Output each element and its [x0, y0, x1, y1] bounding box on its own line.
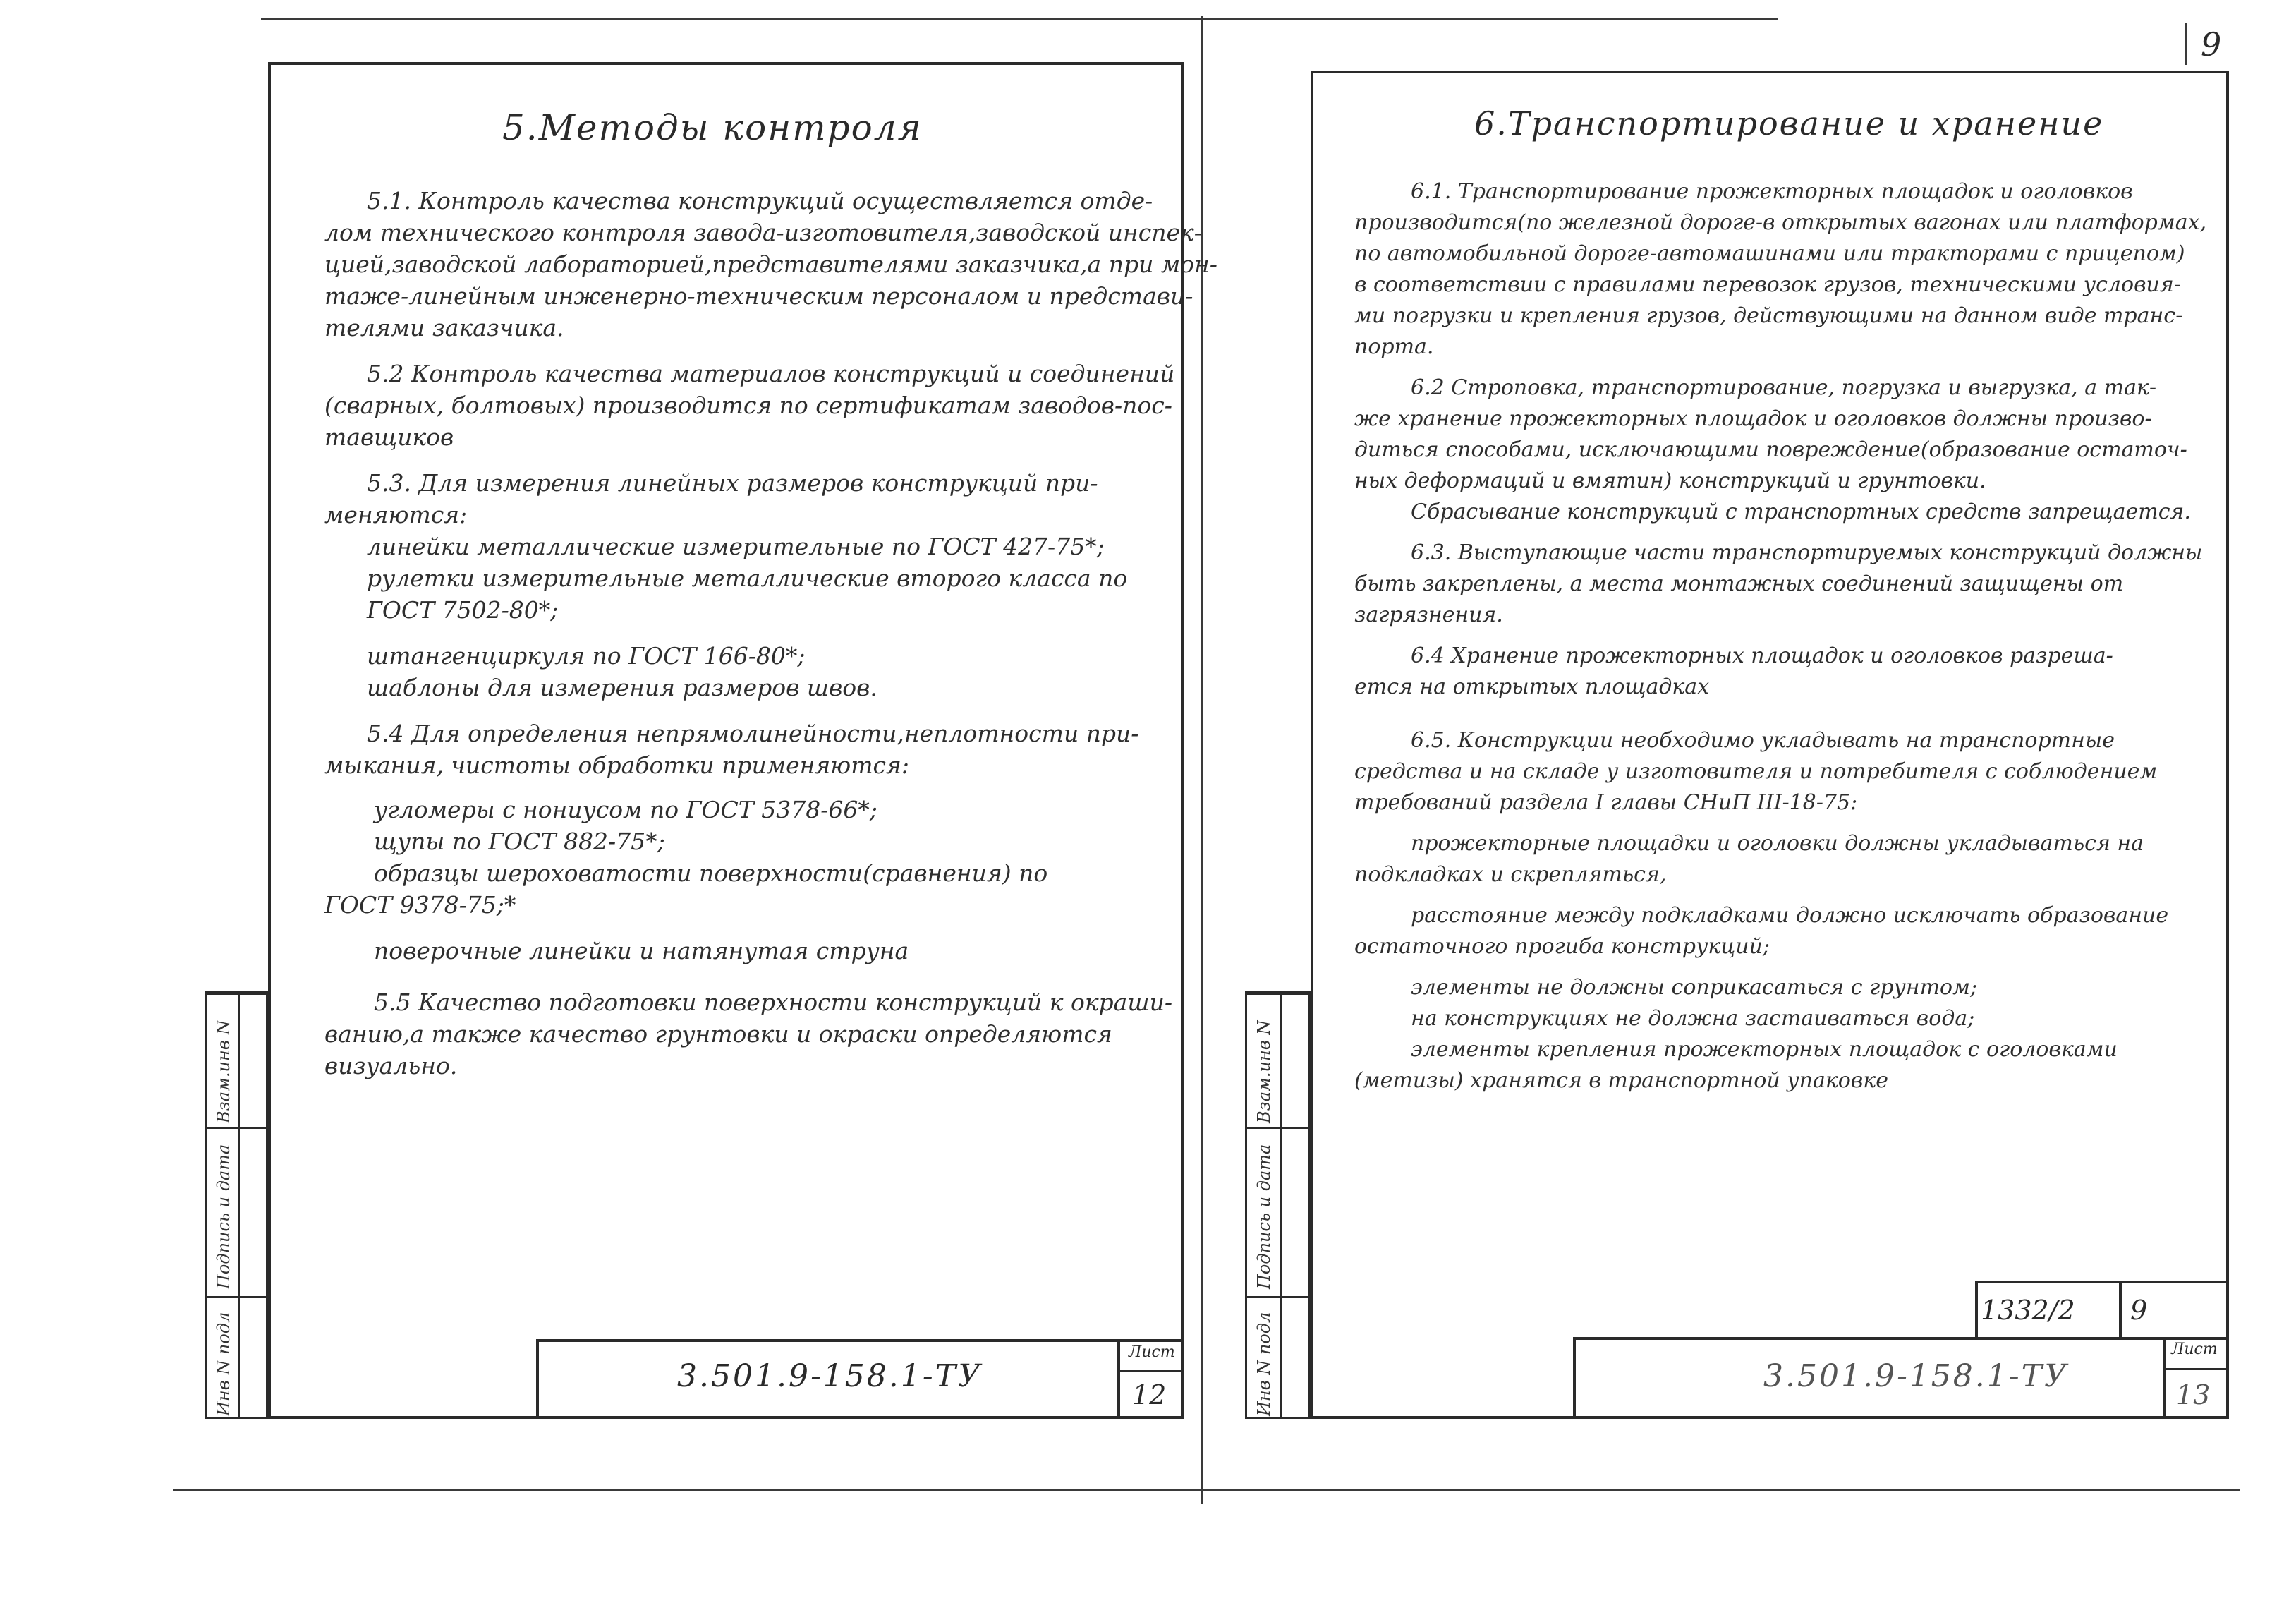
left-line-10: меняются: [324, 501, 468, 528]
right-line-9: диться способами, исключающими повреждение(образование остаточ- [1354, 437, 2187, 462]
left-line-2: лом технического контроля завода-изготовителя,заводской инспек- [324, 219, 1202, 246]
right-sheet-label: Лист [2171, 1341, 2218, 1358]
right-line-24: элементы не должны соприкасаться с грунтом; [1411, 975, 1978, 1000]
left-side-label-replace: Взам.инв N [214, 1020, 233, 1123]
right-line-12: 6.3. Выступающие части транспортируемых конструкций должны [1411, 540, 2203, 565]
right-line-16: ется на открытых площадках [1354, 675, 1710, 699]
right-side-label-sign: Подпись и дата [1254, 1144, 1274, 1289]
left-side-label-sign: Подпись и дата [214, 1144, 233, 1289]
left-line-25: визуально. [324, 1052, 458, 1079]
left-stamp-code: 3.501.9-158.1-ТУ [677, 1358, 983, 1394]
right-doc-number: 1332/2 [1981, 1295, 2075, 1326]
right-page-number: 13 [2176, 1379, 2211, 1410]
right-line-18: средства и на складе у изготовителя и потребителя с соблюдением [1354, 759, 2158, 784]
left-line-19: щупы по ГОСТ 882-75*; [374, 828, 665, 855]
left-line-13: ГОСТ 7502-80*; [367, 596, 559, 624]
right-line-13: быть закреплены, а места монтажных соединений защищены от [1354, 571, 2124, 596]
left-line-4: таже-линейным инженерно-техническим персоналом и представи- [324, 282, 1193, 310]
right-line-1: 6.1. Транспортирование прожекторных площадок и оголовков [1411, 179, 2133, 204]
left-line-11: линейки металлические измерительные по ГОСТ 427-75*; [367, 533, 1105, 560]
right-line-14: загрязнения. [1354, 603, 1503, 627]
right-line-27: (метизы) хранятся в транспортной упаковке [1354, 1068, 1888, 1093]
left-line-7: (сварных, болтовых) производится по сертификатам заводов-пос- [324, 392, 1172, 419]
right-line-26: элементы крепления прожекторных площадок с оголовками [1411, 1037, 2118, 1062]
left-side-label-inv: Инв N подл [214, 1312, 233, 1416]
left-line-1: 5.1. Контроль качества конструкций осуществляется отде- [367, 187, 1153, 214]
right-line-3: по автомобильной дороге-автомашинами или тракторами с прицепом) [1354, 241, 2185, 266]
left-line-23: 5.5 Качество подготовки поверхности конструкций к окраши- [374, 988, 1173, 1016]
right-doc-sheet: 9 [2130, 1295, 2148, 1326]
left-line-22: поверочные линейки и натянутая струна [374, 937, 909, 964]
right-line-17: 6.5. Конструкции необходимо укладывать на транспортные [1411, 728, 2115, 753]
right-line-4: в соответствии с правилами перевозок грузов, техническими условия- [1354, 272, 2181, 297]
left-page-body [324, 185, 1217, 1082]
right-line-10: ных деформаций и вмятин) конструкций и грунтовки. [1354, 468, 1986, 493]
left-side-strip [205, 991, 268, 1419]
right-line-25: на конструкциях не должна застаиваться вода; [1411, 1006, 1975, 1031]
left-line-6: 5.2 Контроль качества материалов конструкций и соединений [367, 360, 1175, 387]
left-sheet-label: Лист [1129, 1343, 1175, 1361]
right-side-label-replace: Взам.инв N [1254, 1020, 1274, 1123]
corner-number: 9 [2201, 25, 2222, 63]
corner-marker-line [2185, 23, 2187, 65]
left-line-5: телями заказчика. [324, 314, 564, 341]
left-line-15: шаблоны для измерения размеров швов. [367, 674, 877, 701]
right-line-20: прожекторные площадки и оголовки должны укладываться на [1411, 831, 2144, 856]
left-line-18: угломеры с нониусом по ГОСТ 5378-66*; [374, 796, 877, 823]
right-line-11: Сбрасывание конструкций с транспортных средств запрещается. [1411, 500, 2191, 524]
right-line-22: расстояние между подкладками должно исключать образование [1411, 903, 2169, 928]
top-rule [261, 18, 1778, 20]
left-page-number: 12 [1132, 1379, 1167, 1410]
left-line-9: 5.3. Для измерения линейных размеров конструкций при- [367, 469, 1098, 497]
right-side-strip [1245, 991, 1311, 1419]
right-line-7: 6.2 Строповка, транспортирование, погрузка и выгрузка, а так- [1411, 375, 2157, 400]
right-side-label-inv: Инв N подл [1254, 1312, 1274, 1416]
left-line-14: штангенциркуля по ГОСТ 166-80*; [367, 642, 806, 670]
right-line-5: ми погрузки и крепления грузов, действующими на данном виде транс- [1354, 303, 2183, 328]
left-line-17: мыкания, чистоты обработки применяются: [324, 751, 909, 779]
left-line-8: тавщиков [324, 423, 454, 451]
right-page-title: 6.Транспортирование и хранение [1474, 104, 2104, 143]
right-line-2: производится(по железной дороге-в открытых вагонах или платформах, [1354, 210, 2207, 235]
bottom-rule [173, 1489, 2240, 1491]
left-line-12: рулетки измерительные металлические второго класса по [367, 564, 1128, 592]
left-line-21: ГОСТ 9378-75;* [324, 891, 516, 919]
left-page-title: 5.Методы контроля [502, 107, 923, 148]
right-stamp-code: 3.501.9-158.1-ТУ [1763, 1358, 2069, 1394]
right-line-19: требований раздела I главы СНиП III-18-75: [1354, 790, 1858, 815]
left-line-24: ванию,а также качество грунтовки и окраски определяются [324, 1020, 1112, 1048]
right-line-23: остаточного прогиба конструкций; [1354, 934, 1770, 959]
right-line-6: порта. [1354, 334, 1434, 359]
right-line-15: 6.4 Хранение прожекторных площадок и оголовков разреша- [1411, 643, 2113, 668]
right-line-8: же хранение прожекторных площадок и оголовков должны произво- [1354, 406, 2152, 431]
left-line-20: образцы шероховатости поверхности(сравнения) по [374, 859, 1048, 887]
right-line-21: подкладках и скрепляться, [1354, 862, 1667, 887]
left-line-3: цией,заводской лабораторией,представителями заказчика,а при мон- [324, 250, 1217, 278]
left-line-16: 5.4 Для определения непрямолинейности,неплотности при- [367, 720, 1139, 747]
right-page-body [1354, 176, 2206, 1096]
